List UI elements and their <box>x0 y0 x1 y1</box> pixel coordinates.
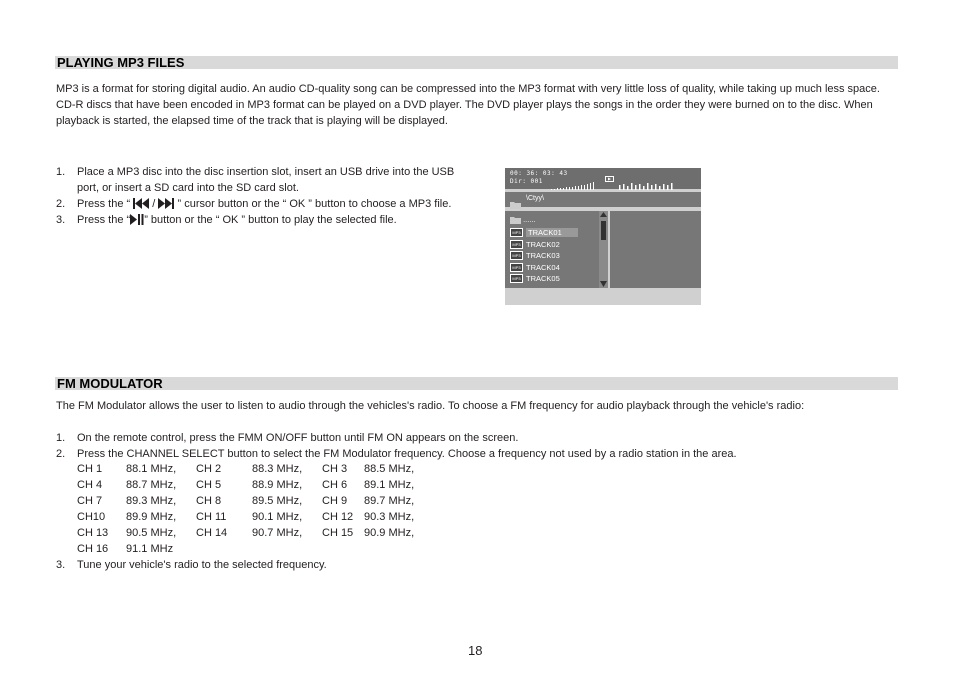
channel-frequency: 89.5 MHz, <box>252 495 303 507</box>
mp3-player-screen-illustration <box>505 168 701 305</box>
step-number: 3. <box>56 559 66 571</box>
fm-intro-paragraph: The FM Modulator allows the user to listen to audio through the vehicles's radio. To choose a FM frequency for audio playback through the vehicle's radio: <box>56 400 805 412</box>
step-number: 1. <box>56 432 66 444</box>
track-item <box>510 274 560 284</box>
track-label: TRACK03 <box>526 251 560 260</box>
step-text: Tune your vehicle's radio to the selected frequency. <box>77 559 327 571</box>
channel-frequency: 88.9 MHz, <box>252 479 303 491</box>
channel-label: CH 9 <box>322 495 348 507</box>
step-text: On the remote control, press the FMM ON/OFF button until FM ON appears on the screen. <box>77 432 519 444</box>
step-number: 2. <box>56 448 66 460</box>
file-list-scrollbar <box>599 211 608 288</box>
play-pause-icon <box>130 214 144 230</box>
track-item <box>510 263 560 273</box>
track-label: TRACK05 <box>526 274 560 283</box>
channel-label: CH 14 <box>196 527 228 539</box>
channel-label: CH 13 <box>77 527 109 539</box>
channel-frequency: 89.1 MHz, <box>364 479 415 491</box>
channel-frequency: 91.1 MHz <box>126 543 174 555</box>
channel-frequency: 88.3 MHz, <box>252 463 303 475</box>
channel-label: CH 15 <box>322 527 354 539</box>
channel-label: CH 4 <box>77 479 103 491</box>
parent-folder-item <box>510 215 536 225</box>
channel-frequency: 90.3 MHz, <box>364 511 415 523</box>
section-title: PLAYING MP3 FILES <box>57 55 185 70</box>
channel-frequency: 89.9 MHz, <box>126 511 177 523</box>
channel-label: CH 11 <box>196 511 227 523</box>
channel-label: CH 2 <box>196 463 222 475</box>
step-text: Place a MP3 disc into the disc insertion slot, insert an USB drive into the USB <box>77 166 455 178</box>
channel-label: CH 16 <box>77 543 109 555</box>
channel-label: CH10 <box>77 511 106 523</box>
step-text-pre: Press the “ <box>77 214 131 226</box>
page-number: 18 <box>468 643 483 658</box>
channel-frequency: 89.7 MHz, <box>364 495 415 507</box>
step-text-post: ” button or the “ OK ” button to play the selected file. <box>144 214 397 226</box>
channel-label: CH 6 <box>322 479 348 491</box>
directory-number: Dir: 001 <box>510 178 543 185</box>
channel-frequency: 88.7 MHz, <box>126 479 177 491</box>
mp3-file-tag: MP3 <box>510 240 523 249</box>
step-number: 2. <box>56 198 66 210</box>
channel-frequency: 88.1 MHz, <box>126 463 177 475</box>
mp3-file-tag: MP3 <box>510 274 523 283</box>
track-item <box>510 251 560 261</box>
track-label: TRACK01 <box>526 228 578 237</box>
channel-frequency: 90.5 MHz, <box>126 527 177 539</box>
track-item <box>510 240 560 250</box>
track-label: TRACK02 <box>526 240 560 249</box>
step-text: Press the CHANNEL SELECT button to select the FM Modulator frequency. Choose a frequency not used by a radio station in the area. <box>77 448 737 460</box>
path-bar <box>505 192 701 207</box>
channel-frequency: 89.3 MHz, <box>126 495 177 507</box>
screen-status-bar <box>505 168 701 189</box>
step-text: port, or insert a SD card into the SD card slot. <box>77 182 299 194</box>
step-number: 1. <box>56 166 66 178</box>
mp3-intro-paragraph: MP3 is a format for storing digital audio. An audio CD-quality song can be compressed into the MP3 format with very little loss of quality, while taking up much less space. CD-R discs that have been encoded in MP3 format can be played on a DVD player. The DVD player plays the songs in the order they were burned on to the disc. When playback is started, the elapsed time of the track that is playing will be displayed. <box>56 83 880 127</box>
info-panel <box>610 211 701 288</box>
folder-icon <box>510 216 521 226</box>
channel-label: CH 3 <box>322 463 348 475</box>
section-title: FM MODULATOR <box>57 376 163 391</box>
channel-label: CH 5 <box>196 479 222 491</box>
step-text <box>77 212 397 230</box>
channel-frequency: 88.5 MHz, <box>364 463 415 475</box>
step-text-pre: Press the “ <box>77 198 131 210</box>
channel-label: CH 8 <box>196 495 222 507</box>
step-text-post: ” cursor button or the “ OK ” button to choose a MP3 file. <box>174 198 452 210</box>
current-path: \Ctyy\ <box>526 195 544 202</box>
channel-label: CH 7 <box>77 495 103 507</box>
elapsed-time: 00: 36: 03: 43 <box>510 170 568 177</box>
channel-frequency: 90.1 MHz, <box>252 511 303 523</box>
section-header-mp3 <box>55 56 898 69</box>
mp3-file-tag: MP3 <box>510 263 523 272</box>
mp3-file-tag: MP3 <box>510 251 523 260</box>
channel-label: CH 1 <box>77 463 103 475</box>
channel-label: CH 12 <box>322 511 354 523</box>
mp3-file-tag: MP3 <box>510 228 523 237</box>
parent-folder-label: ...... <box>523 215 536 224</box>
channel-frequency: 90.9 MHz, <box>364 527 415 539</box>
step-text-sep: / <box>149 198 159 210</box>
section-header-fm <box>55 377 898 390</box>
step-number: 3. <box>56 214 66 226</box>
channel-frequency: 90.7 MHz, <box>252 527 303 539</box>
disc-icon <box>605 169 614 187</box>
track-label: TRACK04 <box>526 263 560 272</box>
track-item-selected <box>510 228 578 238</box>
file-list <box>505 211 599 288</box>
